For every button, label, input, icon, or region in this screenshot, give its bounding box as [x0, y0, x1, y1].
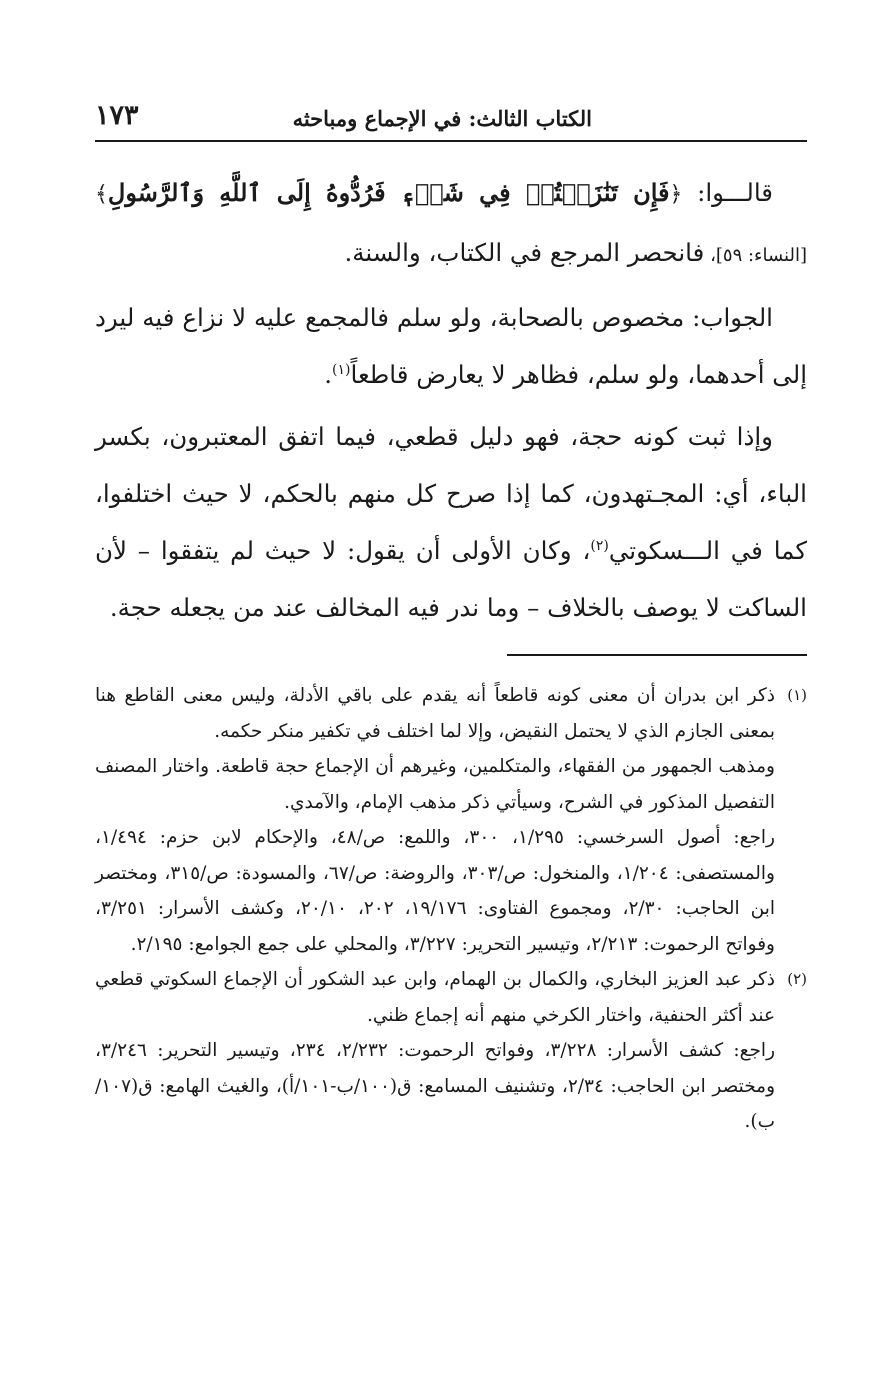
- footnotes: [95, 678, 807, 1140]
- p2-end: .: [324, 360, 333, 389]
- quran-verse: فَإِن تَنَٰزَعۡتُمۡ فِي شَيۡءٖ فَرُدُّوهُ إِلَى ٱللَّهِ وَٱلرَّسُولِ: [107, 178, 670, 207]
- p1-intro: قالـــوا:: [682, 178, 773, 207]
- footnote-ref-1[interactable]: (١): [332, 361, 351, 378]
- footnote-paragraph: راجع: كشف الأسرار: ٣/٢٢٨، وفواتح الرحموت: ٢/٢٣٢، ٢٣٤، وتيسير التحرير: ٣/٢٤٦، ومختصر ابن الحاجب: ٢/٣٤، وتشنيف المسامع: ق(١٠٠/ب-١٠١/أ)، والغيث الهامع: ق(١٠٧/ب).: [95, 1040, 776, 1132]
- footnote-divider: [507, 654, 807, 656]
- p3-text: وإذا ثبت كونه حجة، فهو دليل قطعي، فيما اتفق المعتبرون، بكسر الباء، أي: المجـتهدون، كما إذا صرح كل منهم بالحكم، لا حيث اختلفوا، كما في الـــسكوتي: [95, 422, 807, 565]
- chapter-title: الكتاب الثالث: في الإجماع ومباحثه: [292, 106, 592, 131]
- footnote-1: [95, 678, 807, 962]
- paragraph-1: [95, 164, 807, 284]
- footnote-paragraph: راجع: أصول السرخسي: ١/٢٩٥، ٣٠٠، واللمع: ص/٤٨، والإحكام لابن حزم: ١/٤٩٤، والمستصفى: ١/٢٠٤، والمنخول: ص/٣٠٣، والروضة: ص/٦٧، والمسودة: ص/٣١٥، ومختصر ابن الحاجب: ٢/٣٠، ومجموع الفتاوى: ١٩/١٧٦، ٢٠٢، ٢٠/١٠، وكشف الأسرار: ٣/٢٥١، وفواتح الرحموت: ٢/٢١٣، وتيسير التحرير: ٣/٢٢٧، والمحلي على جمع الجوامع: ٢/١٩٥.: [95, 827, 775, 955]
- paragraph-3: [95, 408, 807, 636]
- p2-text: الجواب: مخصوص بالصحابة، ولو سلم فالمجمع عليه لا نزاع فيه ليرد إلى أحدهما، ولو سلم، فظاهر لا يعارض قاطعاً: [95, 303, 807, 389]
- running-header: [95, 96, 807, 142]
- footnote-number: (٢): [787, 970, 807, 988]
- verse-reference: [النساء: ٥٩]،: [704, 245, 807, 266]
- p3-end: ، وكان الأولى أن يقول: لا حيث لم يتفقوا – لأن الساكت لا يوصف بالخلاف – وما ندر فيه المخالف عند من يجعله حجة.: [95, 536, 807, 622]
- footnote-ref-2[interactable]: (٢): [590, 537, 609, 554]
- quran-close-bracket: ﴾: [95, 182, 108, 207]
- footnote-2: [95, 962, 807, 1140]
- footnote-paragraph: ذكر ابن بدران أن معنى كونه قاطعاً أنه يقدم على باقي الأدلة، وليس معنى القاطع هنا بمعنى الجازم الذي لا يحتمل النقيض، وإلا لما اختلف في تكفير منكر حكمه.: [95, 685, 775, 742]
- p1-rest: فانحصر المرجع في الكتاب، والسنة.: [344, 238, 705, 267]
- paragraph-2: [95, 289, 807, 403]
- footnote-paragraph: ذكر عبد العزيز البخاري، والكمال بن الهمام، وابن عبد الشكور أن الإجماع السكوتي قطعي عند أكثر الحنفية، واختار الكرخي منهم أنه إجماع ظني.: [95, 969, 775, 1026]
- footnote-number: (١): [787, 686, 807, 704]
- quran-open-bracket: ﴿: [669, 182, 683, 207]
- footnote-paragraph: ومذهب الجمهور من الفقهاء، والمتكلمين، وغيرهم أن الإجماع حجة قاطعة. واختار المصنف التفصيل المذكور في الشرح، وسيأتي ذكر مذهب الإمام، والآمدي.: [95, 756, 775, 813]
- main-text: [95, 164, 807, 636]
- book-page: [95, 96, 807, 1140]
- page-number: ١٧٣: [95, 100, 139, 131]
